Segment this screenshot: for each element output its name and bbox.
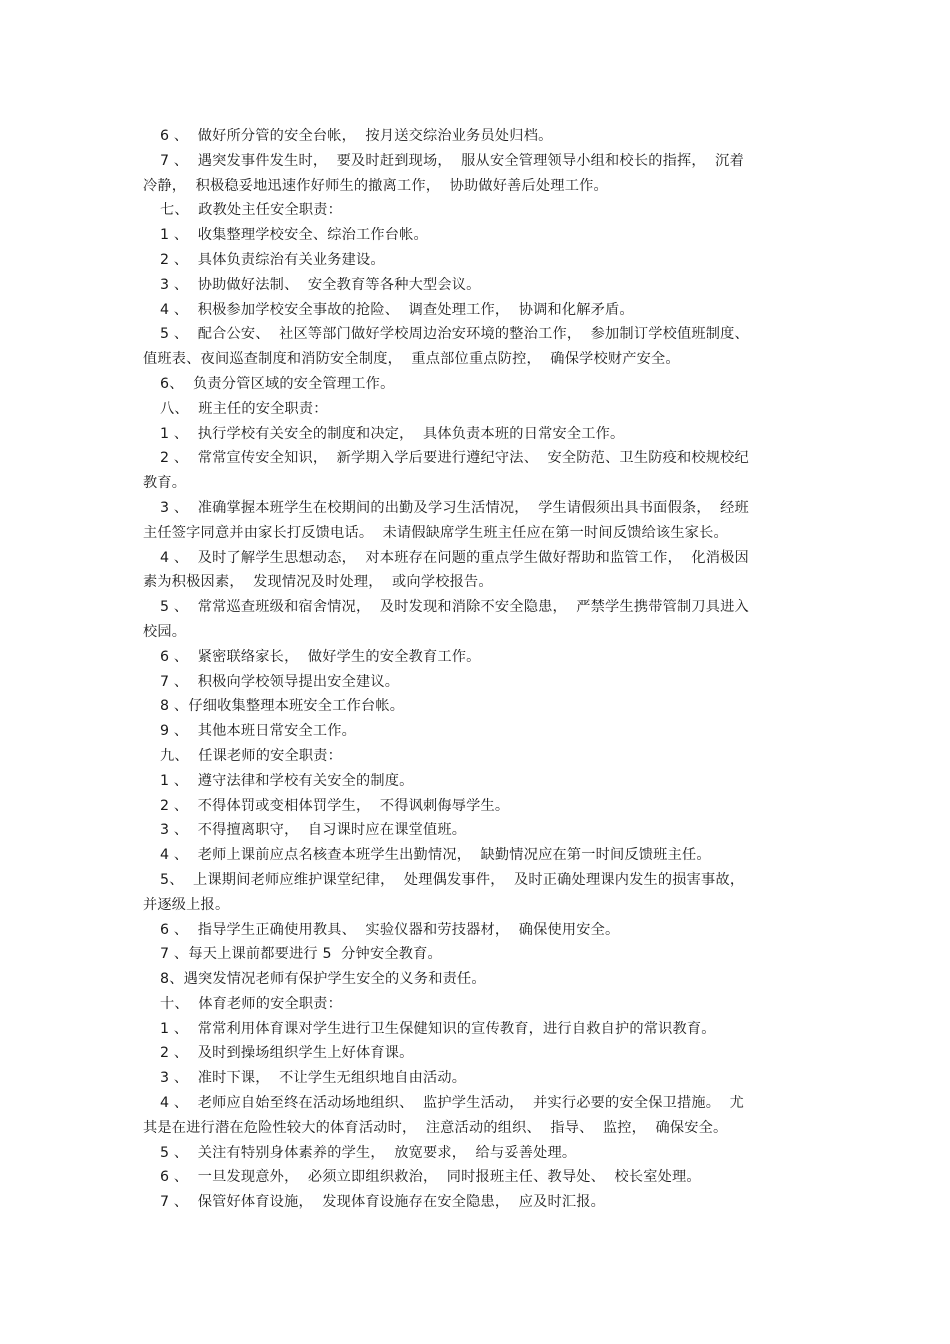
text-line: 2 、 常常宣传安全知识， 新学期入学后要进行遵纪守法、 安全防范、卫生防疫和校规校纪 bbox=[160, 450, 749, 467]
text-line: 9 、 其他本班日常安全工作。 bbox=[160, 723, 357, 740]
text-line: 3 、 协助做好法制、 安全教育等各种大型会议。 bbox=[160, 276, 481, 293]
text-line: 5 、 常常巡查班级和宿舍情况， 及时发现和消除不安全隐患， 严禁学生携带管制刀具进入 bbox=[160, 599, 749, 616]
document-page bbox=[143, 124, 815, 1215]
text-line: 值班表、夜间巡查制度和消防安全制度， 重点部位重点防控， 确保学校财产安全。 bbox=[143, 351, 680, 368]
text-line: 4 、 积极参加学校安全事故的抢险、 调查处理工作， 协调和化解矛盾。 bbox=[160, 301, 634, 318]
text-line: 主任签字同意并由家长打反馈电话。 未请假缺席学生班主任应在第一时间反馈给该生家长。 bbox=[143, 524, 728, 541]
text-line: 八、 班主任的安全职责： bbox=[160, 400, 328, 417]
text-line: 4 、 及时了解学生思想动态， 对本班存在问题的重点学生做好帮助和监管工作， 化消极因 bbox=[160, 549, 749, 566]
text-line: 8 、仔细收集整理本班安全工作台帐。 bbox=[160, 698, 405, 715]
text-line: 3 、 不得擅离职守， 自习课时应在课堂值班。 bbox=[160, 822, 467, 839]
text-line: 3 、 准确掌握本班学生在校期间的出勤及学习生活情况， 学生请假须出具书面假条， 经班 bbox=[160, 499, 749, 516]
text-line: 6 、 一旦发现意外， 必须立即组织救治， 同时报班主任、教导处、 校长室处理。 bbox=[160, 1169, 701, 1186]
text-line: 8、遇突发情况老师有保护学生安全的义务和责任。 bbox=[160, 971, 486, 988]
text-line: 素为积极因素， 发现情况及时处理， 或向学校报告。 bbox=[143, 574, 493, 591]
text-line: 6 、 紧密联络家长， 做好学生的安全教育工作。 bbox=[160, 648, 481, 665]
text-line: 7 、每天上课前都要进行 5 分钟安全教育。 bbox=[160, 946, 442, 963]
text-line: 九、 任课老师的安全职责： bbox=[160, 747, 343, 764]
text-line: 2 、 及时到操场组织学生上好体育课。 bbox=[160, 1045, 414, 1062]
text-line: 1 、 遵守法律和学校有关安全的制度。 bbox=[160, 772, 414, 789]
text-line: 2 、 不得体罚或变相体罚学生， 不得讽刺侮辱学生。 bbox=[160, 797, 510, 814]
text-line: 校园。 bbox=[143, 623, 187, 640]
text-line: 6 、 指导学生正确使用教具、 实验仪器和劳技器材， 确保使用安全。 bbox=[160, 921, 620, 938]
text-line: 6、 负责分管区域的安全管理工作。 bbox=[160, 375, 395, 392]
text-line: 5、 上课期间老师应维护课堂纪律， 处理偶发事件， 及时正确处理课内发生的损害事故， bbox=[160, 871, 745, 888]
text-line: 4 、 老师上课前应点名核查本班学生出勤情况， 缺勤情况应在第一时间反馈班主任。 bbox=[160, 847, 711, 864]
text-line: 教育。 bbox=[143, 475, 187, 492]
text-line: 1 、 执行学校有关安全的制度和决定， 具体负责本班的日常安全工作。 bbox=[160, 425, 625, 442]
text-line: 2 、 具体负责综治有关业务建设。 bbox=[160, 251, 385, 268]
text-line: 7 、 遇突发事件发生时， 要及时赶到现场， 服从安全管理领导小组和校长的指挥， 沉着 bbox=[160, 152, 744, 169]
text-line: 3 、 准时下课， 不让学生无组织地自由活动。 bbox=[160, 1070, 467, 1087]
text-line: 1 、 常常利用体育课对学生进行卫生保健知识的宣传教育，进行自救自护的常识教育。 bbox=[160, 1020, 716, 1037]
text-line: 并逐级上报。 bbox=[143, 896, 230, 913]
text-line: 七、 政教处主任安全职责： bbox=[160, 202, 343, 219]
text-line: 5 、 关注有特别身体素养的学生， 放宽要求， 给与妥善处理。 bbox=[160, 1144, 577, 1161]
text-line: 6 、 做好所分管的安全台帐， 按月送交综治业务员处归档。 bbox=[160, 128, 553, 144]
text-line: 7 、 积极向学校领导提出安全建议。 bbox=[160, 673, 400, 690]
text-line: 7 、 保管好体育设施， 发现体育设施存在安全隐患， 应及时汇报。 bbox=[160, 1194, 606, 1211]
text-line: 冷静， 积极稳妥地迅速作好师生的撤离工作， 协助做好善后处理工作。 bbox=[143, 177, 608, 194]
text-line: 5 、 配合公安、 社区等部门做好学校周边治安环境的整治工作， 参加制订学校值班制度、 bbox=[160, 326, 749, 343]
text-line: 十、 体育老师的安全职责： bbox=[160, 995, 343, 1012]
text-line: 1 、 收集整理学校安全、综治工作台帐。 bbox=[160, 227, 428, 244]
text-line: 4 、 老师应自始至终在活动场地组织、 监护学生活动， 并实行必要的安全保卫措施。 尤 bbox=[160, 1095, 744, 1112]
text-line: 其是在进行潜在危险性较大的体育活动时， 注意活动的组织、 指导、 监控， 确保安全。 bbox=[143, 1119, 728, 1136]
